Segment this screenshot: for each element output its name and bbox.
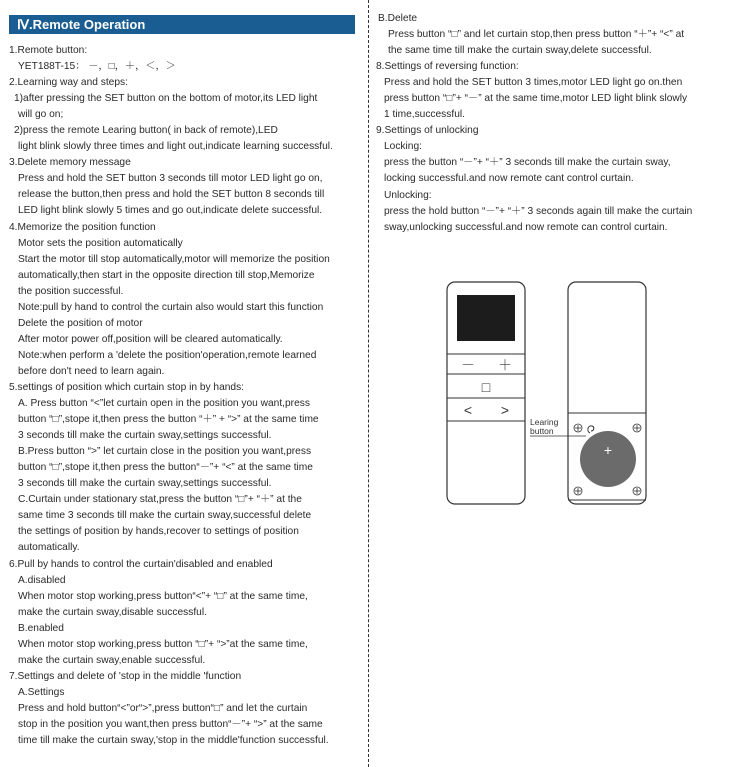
text-line: B.Delete [378, 13, 418, 24]
text-line: press the button “－”+ “＋” 3 seconds till make the curtain sway, [384, 157, 671, 169]
text-line: B.Press button “>” let curtain close in the position you want,press [18, 446, 312, 458]
text-line: 5.settings of position which curtain stop in by hands: [9, 381, 245, 393]
text-line: Note:pull by hand to control the curtain also would start this function [18, 301, 324, 313]
text-line: 9.Settings of unlocking [376, 125, 479, 137]
text-line: YET188T-15： －，□，＋，＜，＞ [18, 61, 176, 73]
text-line: Note:when perform a 'delete the position'operation,remote learned [18, 349, 317, 361]
right-arrow-button[interactable]: > [500, 402, 510, 418]
text-line: B.enabled [18, 622, 64, 634]
text-line: LED light blink slowly 5 times and go out,indicate delete successful. [18, 205, 323, 217]
learning-label: button [530, 426, 554, 436]
text-line: press button “□”+ “－” at the same time,motor LED light blink slowly [384, 93, 688, 105]
text-line: button “□”,stope it,then press the button “＋” + “>” at the same time [18, 414, 319, 426]
text-line: 1.Remote button: [9, 45, 88, 56]
right-text-block [376, 11, 736, 236]
text-line: release the button,then press and hold the SET button 8 seconds till [18, 189, 325, 201]
left-arrow-button[interactable]: < [463, 402, 473, 418]
text-line: Press and hold the SET button 3 times,motor LED light go on.then [384, 77, 683, 89]
screw-icon [633, 487, 641, 495]
screw-icon [574, 487, 582, 495]
text-line: make the curtain sway,disable successful. [18, 606, 207, 618]
text-line: 1)after pressing the SET button on the bottom of motor,its LED light [14, 93, 318, 105]
text-line: 4.Memorize the position function [9, 221, 156, 233]
text-line: 8.Settings of reversing function: [376, 61, 519, 73]
text-line: 3.Delete memory message [9, 157, 131, 169]
text-line: A. Press button “<”let curtain open in the position you want,press [18, 398, 310, 410]
text-line: Motor sets the position automatically [18, 237, 183, 249]
text-line: A.Settings [18, 686, 65, 698]
text-line: 1 time,successful. [384, 109, 465, 121]
text-line: 3 seconds till make the curtain sway,settings successful. [18, 478, 272, 490]
text-line: automatically. [18, 542, 80, 554]
text-line: Unlocking: [384, 189, 432, 201]
text-line: the same time till make the curtain sway,delete successful. [388, 45, 652, 57]
stop-button[interactable]: □ [481, 379, 491, 395]
remote-diagram [430, 270, 670, 510]
text-line: Press button “□” and let curtain stop,then press button “＋”+ “<” at [388, 29, 685, 41]
section-header: Ⅳ.Remote Operation [9, 15, 355, 34]
text-line: A.disabled [18, 574, 66, 586]
text-line: same time 3 seconds till make the curtain sway,successful delete [18, 510, 312, 522]
text-line: 7.Settings and delete of 'stop in the middle 'function [9, 670, 242, 682]
text-line: time till make the curtain sway,'stop in the middle'function successful. [18, 735, 329, 747]
text-line: After motor power off,position will be cleared automatically. [18, 333, 283, 345]
text-line: locking successful.and now remote cant control curtain. [384, 173, 634, 185]
left-text-block [0, 43, 362, 749]
plus-button[interactable]: ＋ [498, 357, 512, 373]
remote-screen [457, 295, 515, 341]
text-line: 2)press the remote Learing button( in back of remote),LED [14, 125, 278, 137]
screw-icon [633, 424, 641, 432]
text-line: 6.Pull by hands to control the curtain'disabled and enabled [9, 558, 273, 570]
text-line: will go on; [18, 109, 64, 121]
text-line: automatically,then start in the opposite direction till stop,Memorize [18, 269, 315, 281]
text-line: C.Curtain under stationary stat,press the button “□”+ “＋” at the [18, 494, 302, 506]
text-line: When motor stop working,press button “□”+ “>”at the same time, [18, 638, 308, 650]
text-line: sway,unlocking successful.and now remote can control curtain. [384, 221, 668, 233]
column-divider [368, 0, 369, 767]
text-line: the settings of position by hands,recover to settings of position [18, 526, 299, 538]
text-line: 3 seconds till make the curtain sway,settings successful. [18, 430, 272, 442]
text-line: button “□”,stope it,then press the button“－”+ “<” at the same time [18, 462, 313, 474]
text-line: make the curtain sway,enable successful. [18, 654, 206, 666]
text-line: Locking: [384, 141, 422, 153]
text-line: press the hold button “－”+ “＋” 3 seconds again till make the curtain [384, 205, 693, 217]
round-button-plus: + [603, 442, 613, 458]
round-set-button[interactable] [580, 431, 636, 487]
text-line: the position successful. [18, 285, 124, 297]
text-line: Press and hold button“<”or“>”,press button“□” and let the curtain [18, 702, 308, 714]
text-line: light blink slowly three times and light out,indicate learning successful. [18, 141, 333, 153]
text-line: Delete the position of motor [18, 317, 143, 329]
text-line: When motor stop working,press button“<”+ “□” at the same time, [18, 590, 308, 602]
text-line: stop in the position you want,then press button“－”+ “>” at the same [18, 718, 323, 730]
learning-label: Learing [530, 417, 559, 427]
text-line: 2.Learning way and steps: [9, 77, 128, 89]
text-line: before don't need to learn again. [18, 365, 165, 377]
text-line: Press and hold the SET button 3 seconds till motor LED light go on, [18, 173, 323, 185]
minus-button[interactable]: － [461, 357, 475, 373]
text-line: Start the motor till stop automatically,motor will memorize the position [18, 253, 330, 265]
screw-icon [574, 424, 582, 432]
